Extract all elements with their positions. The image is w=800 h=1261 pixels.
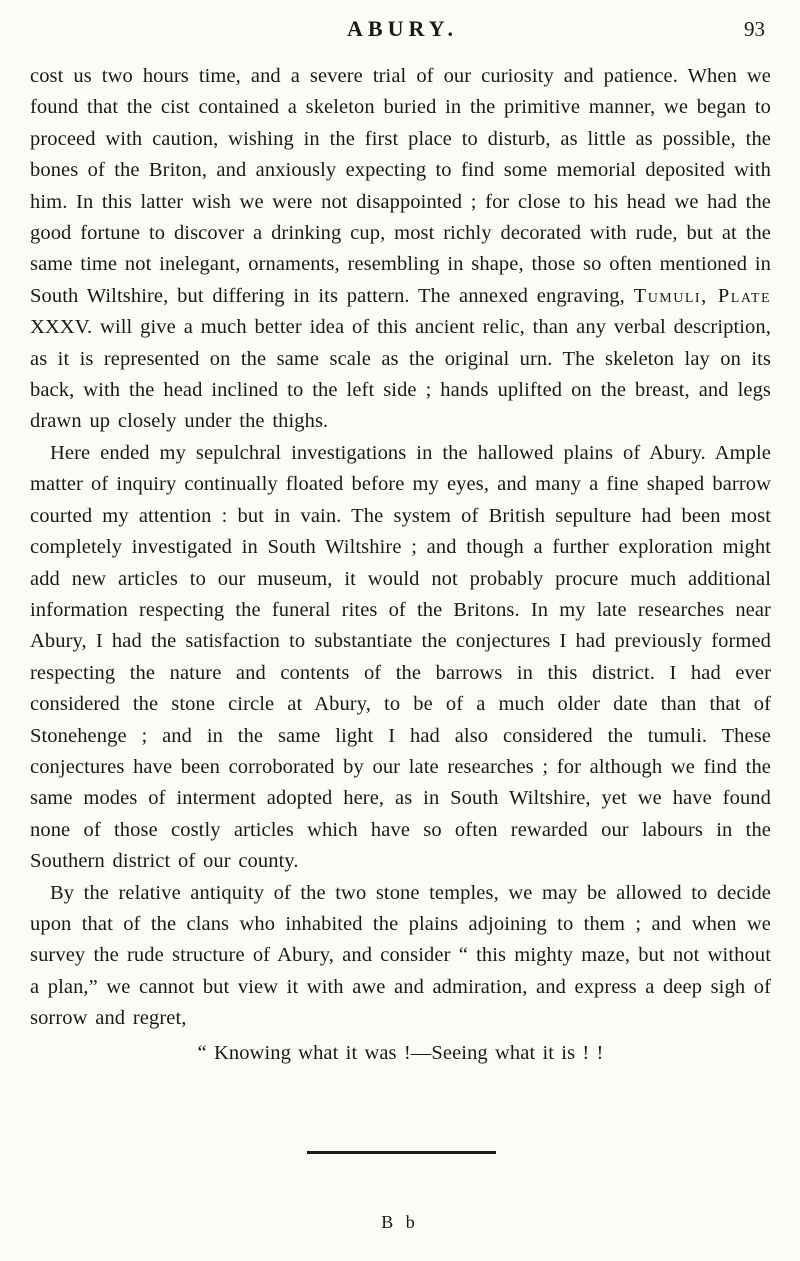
paragraph [30, 61, 771, 438]
quote-line: “ Knowing what it was !—Seeing what it is ! ! [197, 1041, 604, 1064]
page-number: 93 [744, 17, 765, 41]
text-run: Here ended my sepulchral investigations in the hallowed plains of Abury. Ample matter of inquiry continually floated before my eyes, and many a fine shaped barrow courted my attention : but in vain. The system of British sepulture had been most completely investigated in South Wiltshire ; and though a further exploration might add new articles to our museum, it would not probably procure much additional information respecting the funeral rites of the Britons. In my late researches near Abury, I had the satisfaction to substantiate the conjectures I had previously formed respecting the nature and contents of the barrows in this district. I had ever considered the stone circle at Abury, to be of a much older date than that of Stonehenge ; and in the same light I had also considered the tumuli. These conjectures have been corroborated by our late researches ; for although we find the same modes of interment adopted here, as in South Wiltshire, yet we have found none of those costly articles which have so often rewarded our labours in the Southern district of our county. [30, 441, 771, 873]
text-run: By the relative antiquity of the two stone temples, we may be allowed to decide upon that of the clans who inhabited the plains adjoining to them ; and when we survey the rude structure of Abury, and consider “ this mighty maze, but not without a plan,” we cannot but view it with awe and admiration, and express a deep sigh of sorrow and regret, [30, 881, 771, 1030]
paragraphs-container [30, 61, 771, 1035]
paragraph [30, 438, 771, 878]
signature-mark: B b [381, 1212, 419, 1232]
text-run: cost us two hours time, and a severe trial of our curiosity and patience. When we found that the cist contained a skeleton buried in the primitive manner, we began to proceed with caution, wishing in the first place to disturb, as little as possible, the bones of the Briton, and anxiously expecting to find some memorial deposited with him. In this latter wish we were not disappointed ; for close to his head we had the good fortune to discover a drinking cup, most richly decorated with rude, but at the same time not inelegant, ornaments, resembling in shape, those so often mentioned in South Wiltshire, but differing in its pattern. The annexed engraving, [30, 65, 771, 307]
running-head: ABURY. [347, 16, 458, 41]
smallcaps-text-run: Tumuli, Plate [633, 284, 771, 307]
page-body [30, 61, 771, 1069]
paragraph [30, 878, 771, 1035]
page-header [30, 16, 770, 46]
text-run: XXXV. will give a much better idea of this ancient relic, than any verbal description, as it is represented on the same scale as the original urn. The skeleton lay on its back, with the head inclined to the left side ; hands uplifted on the breast, and legs drawn up closely under the thighs. [30, 316, 771, 433]
section-divider-rule [307, 1151, 496, 1154]
